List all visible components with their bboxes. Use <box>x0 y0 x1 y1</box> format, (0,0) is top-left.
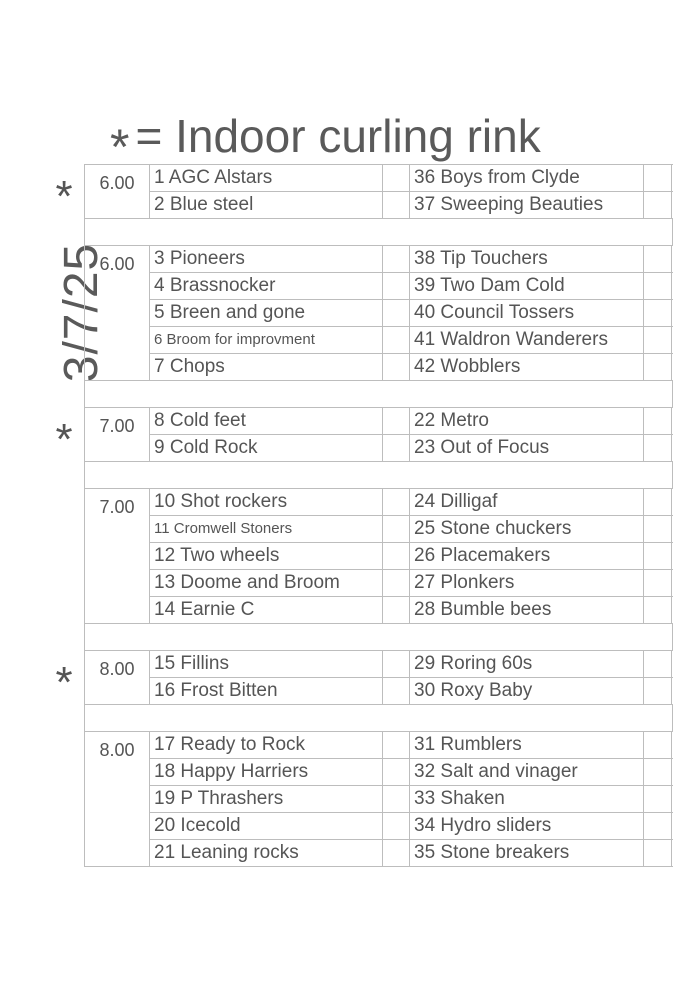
team-left-cell: 20 Icecold <box>150 813 383 839</box>
blank-cell <box>644 354 672 380</box>
table-row <box>150 300 673 327</box>
blank-cell <box>383 273 410 299</box>
blank-cell <box>644 678 672 704</box>
table-row <box>150 597 673 624</box>
table-row <box>150 273 673 300</box>
table-row <box>150 354 673 381</box>
table-row <box>150 408 673 435</box>
blank-cell <box>644 732 672 758</box>
blank-cell <box>383 246 410 272</box>
team-right-cell: 22 Metro <box>410 408 644 434</box>
blank-cell <box>644 327 672 353</box>
team-left-cell: 13 Doome and Broom <box>150 570 383 596</box>
team-left-cell: 19 P Thrashers <box>150 786 383 812</box>
team-left-cell: 17 Ready to Rock <box>150 732 383 758</box>
time-slot-group <box>85 246 673 381</box>
team-right-cell: 32 Salt and vinager <box>410 759 644 785</box>
blank-cell <box>644 840 672 866</box>
team-right-cell: 23 Out of Focus <box>410 435 644 461</box>
blank-cell <box>644 813 672 839</box>
time-cell: 7.00 <box>85 489 150 624</box>
team-left-cell: 9 Cold Rock <box>150 435 383 461</box>
asterisk-icon: * <box>110 119 130 175</box>
spacer-row <box>85 705 673 732</box>
team-left-cell: 1 AGC Alstars <box>150 165 383 191</box>
time-cell: 8.00 <box>85 732 150 867</box>
table-row <box>150 543 673 570</box>
table-row <box>150 786 673 813</box>
blank-cell <box>383 813 410 839</box>
table-row <box>150 489 673 516</box>
blank-cell <box>644 192 672 218</box>
asterisk-icon: * <box>55 415 73 464</box>
blank-cell <box>644 570 672 596</box>
team-left-cell: 4 Brassnocker <box>150 273 383 299</box>
table-row <box>150 732 673 759</box>
blank-cell <box>383 435 410 461</box>
team-left-cell: 8 Cold feet <box>150 408 383 434</box>
team-left-cell: 14 Earnie C <box>150 597 383 623</box>
blank-cell <box>383 408 410 434</box>
team-left-cell: 11 Cromwell Stoners <box>150 516 383 542</box>
blank-cell <box>644 408 672 434</box>
blank-cell <box>644 435 672 461</box>
blank-cell <box>644 489 672 515</box>
team-right-cell: 42 Wobblers <box>410 354 644 380</box>
team-right-cell: 41 Waldron Wanderers <box>410 327 644 353</box>
table-row <box>150 327 673 354</box>
table-row <box>150 678 673 705</box>
blank-cell <box>383 759 410 785</box>
team-left-cell: 16 Frost Bitten <box>150 678 383 704</box>
team-left-cell: 7 Chops <box>150 354 383 380</box>
blank-cell <box>644 246 672 272</box>
spacer-row <box>85 219 673 246</box>
time-cell: 6.00 <box>85 246 150 381</box>
team-left-cell: 5 Breen and gone <box>150 300 383 326</box>
team-left-cell: 12 Two wheels <box>150 543 383 569</box>
blank-cell <box>383 543 410 569</box>
blank-cell <box>383 516 410 542</box>
blank-cell <box>383 678 410 704</box>
time-slot-group <box>85 651 673 705</box>
blank-cell <box>383 840 410 866</box>
team-right-cell: 31 Rumblers <box>410 732 644 758</box>
date-text: 3/7/25 <box>55 242 109 382</box>
team-left-cell: 2 Blue steel <box>150 192 383 218</box>
asterisk-icon: * <box>55 172 73 221</box>
team-right-cell: 39 Two Dam Cold <box>410 273 644 299</box>
team-right-cell: 30 Roxy Baby <box>410 678 644 704</box>
time-cell: 7.00 <box>85 408 150 462</box>
blank-cell <box>383 354 410 380</box>
time-slot-group <box>85 408 673 462</box>
team-right-cell: 29 Roring 60s <box>410 651 644 677</box>
team-left-cell: 21 Leaning rocks <box>150 840 383 866</box>
team-right-cell: 26 Placemakers <box>410 543 644 569</box>
time-slot-group <box>85 165 673 219</box>
blank-cell <box>383 327 410 353</box>
blank-cell <box>383 300 410 326</box>
blank-cell <box>383 489 410 515</box>
table-row <box>150 435 673 462</box>
team-right-cell: 37 Sweeping Beauties <box>410 192 644 218</box>
team-left-cell: 18 Happy Harriers <box>150 759 383 785</box>
team-right-cell: 36 Boys from Clyde <box>410 165 644 191</box>
team-right-cell: 35 Stone breakers <box>410 840 644 866</box>
spacer-row <box>85 462 673 489</box>
blank-cell <box>644 543 672 569</box>
time-slot-group <box>85 489 673 624</box>
time-cell: 6.00 <box>85 165 150 219</box>
table-row <box>150 192 673 219</box>
team-right-cell: 40 Council Tossers <box>410 300 644 326</box>
time-cell: 8.00 <box>85 651 150 705</box>
team-right-cell: 28 Bumble bees <box>410 597 644 623</box>
asterisk-icon: * <box>55 658 73 707</box>
team-right-cell: 33 Shaken <box>410 786 644 812</box>
blank-cell <box>383 192 410 218</box>
team-right-cell: 38 Tip Touchers <box>410 246 644 272</box>
team-left-cell: 10 Shot rockers <box>150 489 383 515</box>
team-right-cell: 24 Dilligaf <box>410 489 644 515</box>
blank-cell <box>383 597 410 623</box>
table-row <box>150 516 673 543</box>
spacer-row <box>85 381 673 408</box>
blank-cell <box>644 597 672 623</box>
table-row <box>150 813 673 840</box>
blank-cell <box>644 516 672 542</box>
blank-cell <box>644 651 672 677</box>
title-text: = Indoor curling rink <box>135 110 541 162</box>
team-right-cell: 27 Plonkers <box>410 570 644 596</box>
blank-cell <box>644 786 672 812</box>
blank-cell <box>383 786 410 812</box>
team-left-cell: 3 Pioneers <box>150 246 383 272</box>
table-row <box>150 246 673 273</box>
time-slot-group <box>85 732 673 867</box>
team-left-cell: 6 Broom for improvment <box>150 327 383 353</box>
blank-cell <box>644 300 672 326</box>
blank-cell <box>383 570 410 596</box>
page-title <box>110 106 670 175</box>
blank-cell <box>644 273 672 299</box>
schedule-table <box>84 164 673 867</box>
spacer-row <box>85 624 673 651</box>
table-row <box>150 165 673 192</box>
blank-cell <box>644 759 672 785</box>
blank-cell <box>383 651 410 677</box>
blank-cell <box>383 165 410 191</box>
table-row <box>150 651 673 678</box>
table-row <box>150 570 673 597</box>
table-row <box>150 759 673 786</box>
team-left-cell: 15 Fillins <box>150 651 383 677</box>
table-row <box>150 840 673 867</box>
team-right-cell: 25 Stone chuckers <box>410 516 644 542</box>
blank-cell <box>644 165 672 191</box>
blank-cell <box>383 732 410 758</box>
team-right-cell: 34 Hydro sliders <box>410 813 644 839</box>
